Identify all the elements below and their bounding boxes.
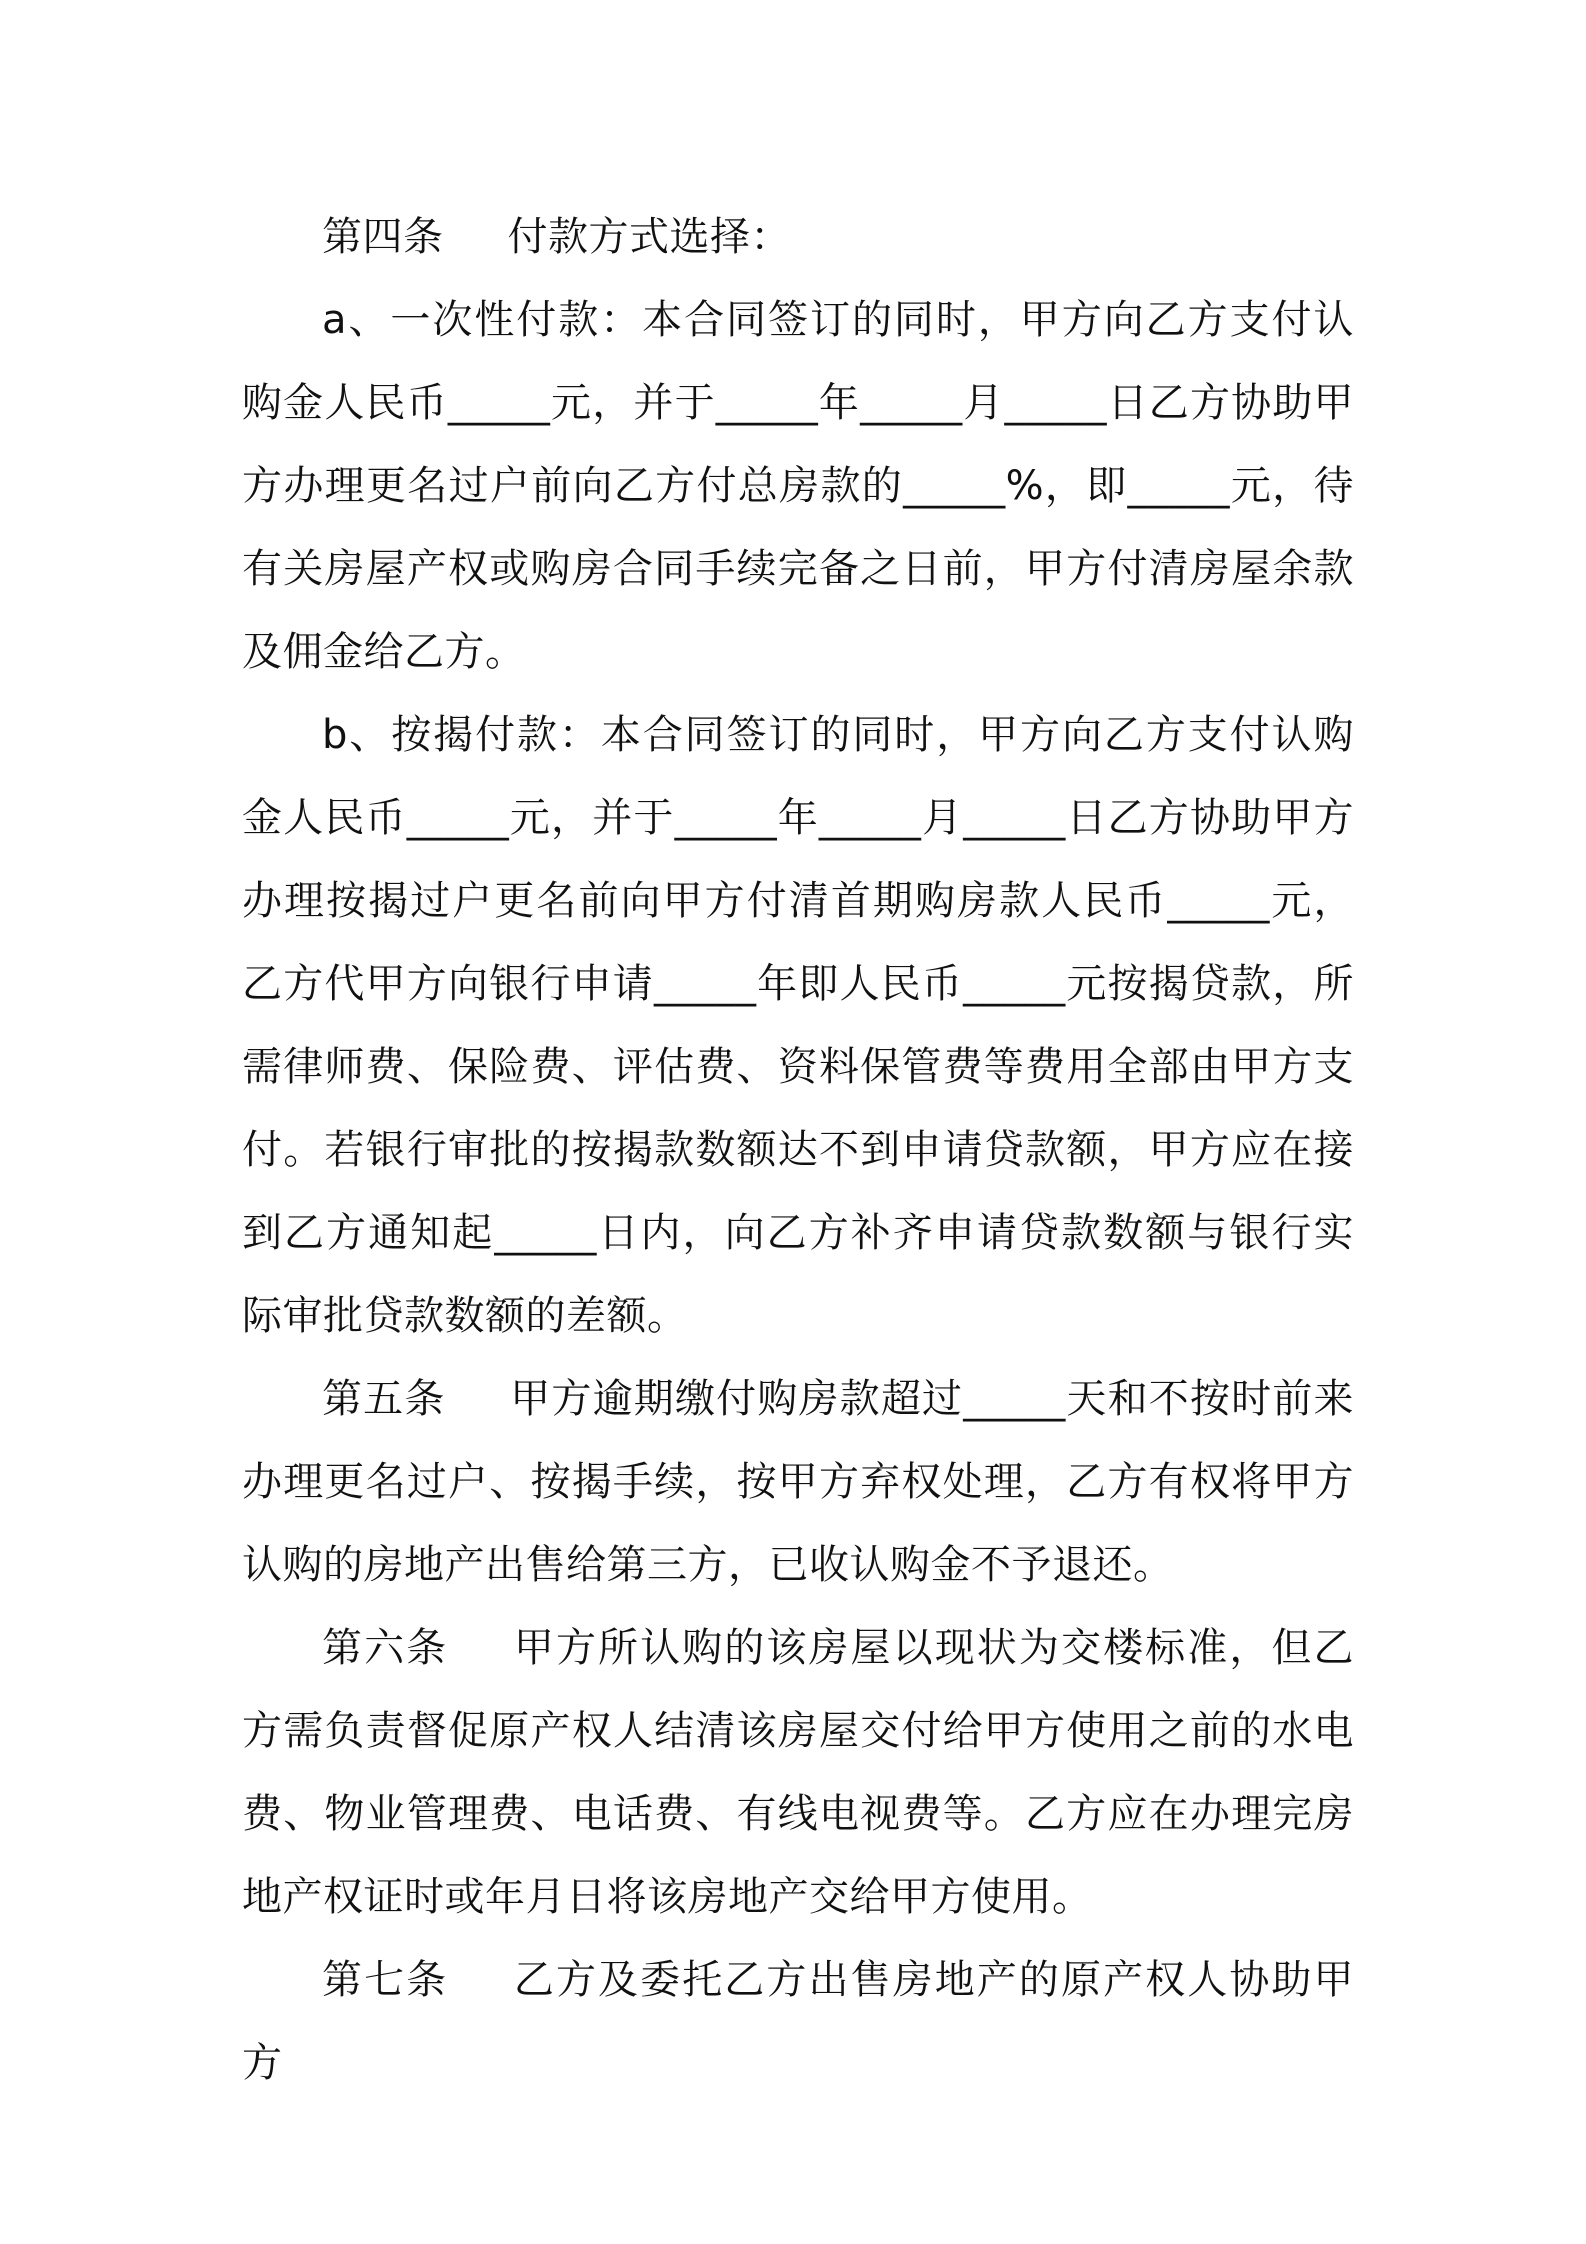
article-7-text: 乙方及委托乙方出售房地产的原产权人协助甲方	[242, 1957, 1355, 2086]
payment-option-b: b、按揭付款：本合同签订的同时，甲方向乙方支付认购金人民币_____元，并于_____年_____月_____日乙方协助甲方办理按揭过户更名前向甲方付清首期购房款人民币_____元，乙方代甲方向银行申请_____年即人民币_____元按揭贷款，所需律师费、保险费、评估费、资料保管费等费用全部由甲方支付。若银行审批的按揭款数额达不到申请贷款额，甲方应在接到乙方通知起_____日内，向乙方补齐申请贷款数额与银行实际审批贷款数额的差额。	[242, 712, 1354, 1339]
contract-page	[242, 196, 1354, 2105]
article-5	[242, 1358, 1354, 1607]
article-7	[242, 1939, 1354, 2105]
article-6-text: 甲方所认购的该房屋以现状为交楼标准，但乙方需负责督促原产权人结清该房屋交付给甲方使用之前的水电费、物业管理费、电话费、有线电视费等。乙方应在办理完房地产权证时或年月日将该房地产交给甲方使用。	[242, 1625, 1355, 1920]
article-7-number: 第七条	[322, 1957, 449, 2003]
article-4-number: 第四条	[322, 214, 444, 260]
article-6	[242, 1607, 1354, 1939]
article-4-heading	[242, 196, 1354, 279]
article-5-text: 甲方逾期缴付购房款超过_____天和不按时前来办理更名过户、按揭手续，按甲方弃权处理，乙方有权将甲方认购的房地产出售给第三方，已收认购金不予退还。	[242, 1376, 1355, 1588]
payment-option-a: a、一次性付款：本合同签订的同时，甲方向乙方支付认购金人民币_____元，并于_____年_____月_____日乙方协助甲方办理更名过户前向乙方付总房款的_____%，即_____元，待有关房屋产权或购房合同手续完备之日前，甲方付清房屋余款及佣金给乙方。	[242, 297, 1354, 675]
article-5-number: 第五条	[322, 1376, 446, 1422]
article-4-title: 付款方式选择：	[507, 214, 791, 260]
article-6-number: 第六条	[322, 1625, 449, 1671]
